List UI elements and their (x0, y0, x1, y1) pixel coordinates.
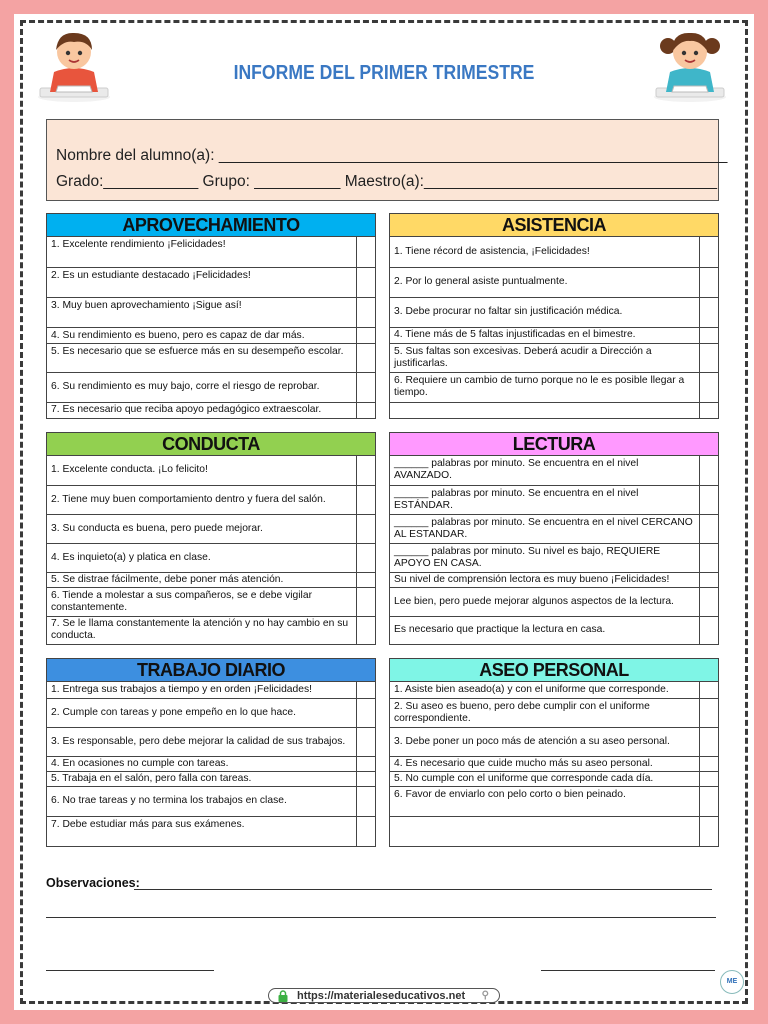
table-row (390, 267, 718, 297)
aseo-personal-header: ASEO PERSONAL (390, 659, 718, 682)
table-row (47, 756, 375, 771)
checkbox-cell[interactable] (357, 327, 376, 343)
checkbox-cell[interactable] (357, 572, 376, 587)
checkbox-cell[interactable] (357, 237, 376, 267)
checkbox-cell[interactable] (700, 485, 719, 514)
table-row (390, 514, 718, 543)
trabajo-diario-table (47, 682, 375, 846)
table-row (47, 297, 375, 327)
table-row (390, 456, 718, 485)
item-text: 6. Favor de enviarlo con pelo corto o bien peinado. (390, 786, 700, 816)
asistencia-header: ASISTENCIA (390, 214, 718, 237)
lock-icon (277, 990, 289, 1002)
item-text: 5. Se distrae fácilmente, debe poner más atención. (47, 572, 357, 587)
checkbox-cell[interactable] (700, 237, 719, 267)
checkbox-cell[interactable] (357, 698, 376, 727)
checkbox-cell[interactable] (357, 786, 376, 816)
item-text: 4. Su rendimiento es bueno, pero es capaz de dar más. (47, 327, 357, 343)
table-row (47, 727, 375, 756)
checkbox-cell[interactable] (357, 682, 376, 698)
table-row (390, 327, 718, 343)
table-row (390, 297, 718, 327)
item-text: 5. Trabaja en el salón, pero falla con tareas. (47, 771, 357, 786)
item-text (390, 402, 700, 418)
table-row (47, 682, 375, 698)
item-text: 4. Es necesario que cuide mucho más su aseo personal. (390, 756, 700, 771)
table-row (390, 771, 718, 786)
aprovechamiento-header: APROVECHAMIENTO (47, 214, 375, 237)
checkbox-cell[interactable] (700, 327, 719, 343)
checkbox-cell[interactable] (700, 816, 719, 846)
item-text: 6. Requiere un cambio de turno porque no le es posible llegar a tiempo. (390, 372, 700, 402)
item-text: 6. No trae tareas y no termina los trabajos en clase. (47, 786, 357, 816)
checkbox-cell[interactable] (700, 572, 719, 587)
table-row (390, 587, 718, 616)
checkbox-cell[interactable] (357, 816, 376, 846)
item-text: 4. Es inquieto(a) y platica en clase. (47, 543, 357, 572)
table-row (390, 543, 718, 572)
checkbox-cell[interactable] (357, 372, 376, 402)
table-row (47, 402, 375, 418)
table-row (47, 771, 375, 786)
table-row (390, 756, 718, 771)
table-row (390, 572, 718, 587)
observaciones-line-1[interactable] (134, 889, 712, 890)
item-text: 3. Su conducta es buena, pero puede mejorar. (47, 514, 357, 543)
table-row (47, 816, 375, 846)
table-row (390, 343, 718, 372)
checkbox-cell[interactable] (700, 771, 719, 786)
item-text: 2. Su aseo es bueno, pero debe cumplir con el uniforme correspondiente. (390, 698, 700, 727)
item-text: ______ palabras por minuto. Se encuentra en el nivel CERCANO AL ESTANDAR. (390, 514, 700, 543)
table-row (390, 727, 718, 756)
item-text: 2. Es un estudiante destacado ¡Felicidades! (47, 267, 357, 297)
footer-url-text[interactable]: https://materialeseducativos.net (297, 990, 466, 1002)
item-text: 5. No cumple con el uniforme que corresponde cada día. (390, 771, 700, 786)
checkbox-cell[interactable] (700, 587, 719, 616)
aseo-personal-box (389, 658, 719, 847)
table-row (390, 682, 718, 698)
observaciones-label: Observaciones: (46, 876, 140, 890)
item-text: ______ palabras por minuto. Se encuentra en el nivel AVANZADO. (390, 456, 700, 485)
table-row (47, 372, 375, 402)
checkbox-cell[interactable] (357, 297, 376, 327)
lectura-box (389, 432, 719, 645)
item-text: 3. Debe poner un poco más de atención a su aseo personal. (390, 727, 700, 756)
conducta-table (47, 456, 375, 644)
item-text: 3. Es responsable, pero debe mejorar la calidad de sus trabajos. (47, 727, 357, 756)
table-row (47, 267, 375, 297)
lectura-table (390, 456, 718, 644)
observaciones-line-2[interactable] (46, 917, 716, 918)
checkbox-cell[interactable] (357, 727, 376, 756)
checkbox-cell[interactable] (700, 543, 719, 572)
site-logo: ME (720, 970, 744, 994)
aseo-personal-table (390, 682, 718, 846)
signature-line-left[interactable] (46, 970, 214, 971)
checkbox-cell[interactable] (700, 682, 719, 698)
checkbox-cell[interactable] (357, 616, 376, 644)
table-row (47, 616, 375, 644)
checkbox-cell[interactable] (700, 616, 719, 644)
student-info-box (46, 119, 728, 201)
table-row (47, 543, 375, 572)
table-row (47, 572, 375, 587)
item-text: 4. Tiene más de 5 faltas injustificadas en el bimestre. (390, 327, 700, 343)
item-text: Lee bien, pero puede mejorar algunos aspectos de la lectura. (390, 587, 700, 616)
table-row (47, 698, 375, 727)
item-text: Es necesario que practique la lectura en casa. (394, 624, 606, 636)
table-row (47, 485, 375, 514)
item-text: 6. Tiende a molestar a sus compañeros, se e debe vigilar constantemente. (47, 587, 357, 616)
table-row (390, 237, 718, 267)
conducta-header: CONDUCTA (47, 433, 375, 456)
checkbox-cell[interactable] (357, 543, 376, 572)
table-row (47, 587, 375, 616)
item-text (390, 816, 700, 846)
table-row (390, 402, 718, 418)
checkbox-cell[interactable] (700, 297, 719, 327)
item-text: 1. Entrega sus trabajos a tiempo y en orden ¡Felicidades! (47, 682, 357, 698)
aprovechamiento-table (47, 237, 375, 418)
table-row (390, 485, 718, 514)
asistencia-box (389, 213, 719, 419)
checkbox-cell[interactable] (700, 698, 719, 727)
checkbox-cell[interactable] (700, 756, 719, 771)
item-text: 1. Excelente rendimiento ¡Felicidades! (47, 237, 357, 267)
item-text: 2. Por lo general asiste puntualmente. (390, 267, 700, 297)
checkbox-cell[interactable] (700, 402, 719, 418)
table-row (47, 327, 375, 343)
search-icon: ⚲ (481, 990, 489, 1001)
item-text: 3. Debe procurar no faltar sin justificación médica. (390, 297, 700, 327)
checkbox-cell[interactable] (357, 267, 376, 297)
item-text: 5. Sus faltas son excesivas. Deberá acudir a Dirección a justificarlas. (390, 343, 700, 372)
student-grade-line[interactable]: Grado:___________ Grupo: __________ Maestro(a):__________________________________ (56, 173, 718, 190)
item-text: Su nivel de comprensión lectora es muy bueno ¡Felicidades! (390, 572, 700, 587)
checkbox-cell[interactable] (700, 456, 719, 485)
item-text: 2. Cumple con tareas y pone empeño en lo que hace. (47, 698, 357, 727)
table-row (390, 786, 718, 816)
checkbox-cell[interactable] (700, 343, 719, 372)
asistencia-table (390, 237, 718, 418)
item-text: 7. Se le llama constantemente la atención y no hay cambio en su conducta. (51, 618, 349, 642)
table-row (47, 237, 375, 267)
checkbox-cell[interactable] (700, 514, 719, 543)
item-text: 2. Tiene muy buen comportamiento dentro y fuera del salón. (47, 485, 357, 514)
checkbox-cell[interactable] (357, 456, 376, 485)
table-row (390, 816, 718, 846)
table-row (47, 456, 375, 485)
item-text: 7. Es necesario que reciba apoyo pedagógico extraescolar. (51, 404, 322, 416)
trabajo-diario-box (46, 658, 376, 847)
checkbox-cell[interactable] (357, 514, 376, 543)
checkbox-cell[interactable] (700, 727, 719, 756)
item-text: ______ palabras por minuto. Su nivel es bajo, REQUIERE APOYO EN CASA. (390, 543, 700, 572)
page-title: INFORME DEL PRIMER TRIMESTRE (233, 62, 535, 84)
checkbox-cell[interactable] (357, 756, 376, 771)
item-text: 1. Asiste bien aseado(a) y con el uniforme que corresponde. (390, 682, 700, 698)
item-text: 4. En ocasiones no cumple con tareas. (47, 756, 357, 771)
table-row (390, 372, 718, 402)
checkbox-cell[interactable] (357, 771, 376, 786)
aprovechamiento-box (46, 213, 376, 419)
checkbox-cell[interactable] (700, 372, 719, 402)
signature-line-right[interactable] (541, 970, 715, 971)
item-text: 5. Es necesario que se esfuerce más en su desempeño escolar. (47, 343, 357, 372)
checkbox-cell[interactable] (357, 485, 376, 514)
item-text: 7. Debe estudiar más para sus exámenes. (51, 818, 245, 830)
item-text: 1. Tiene récord de asistencia, ¡Felicidades! (390, 237, 700, 267)
trabajo-diario-header: TRABAJO DIARIO (47, 659, 375, 682)
table-row (47, 514, 375, 543)
checkbox-cell[interactable] (700, 786, 719, 816)
table-row (390, 616, 718, 644)
checkbox-cell[interactable] (357, 587, 376, 616)
item-text: 3. Muy buen aprovechamiento ¡Sigue así! (47, 297, 357, 327)
table-row (390, 698, 718, 727)
table-row (47, 786, 375, 816)
checkbox-cell[interactable] (357, 402, 376, 418)
table-row (47, 343, 375, 372)
item-text: ______ palabras por minuto. Se encuentra en el nivel ESTÁNDAR. (390, 485, 700, 514)
footer-url-bar[interactable] (268, 988, 500, 1003)
conducta-box (46, 432, 376, 645)
student-name-line[interactable]: Nombre del alumno(a): ___________________________________________________________ (56, 147, 728, 164)
lectura-header: LECTURA (390, 433, 718, 456)
checkbox-cell[interactable] (357, 343, 376, 372)
item-text: 1. Excelente conducta. ¡Lo felicito! (47, 456, 357, 485)
item-text: 6. Su rendimiento es muy bajo, corre el riesgo de reprobar. (47, 372, 357, 402)
checkbox-cell[interactable] (700, 267, 719, 297)
